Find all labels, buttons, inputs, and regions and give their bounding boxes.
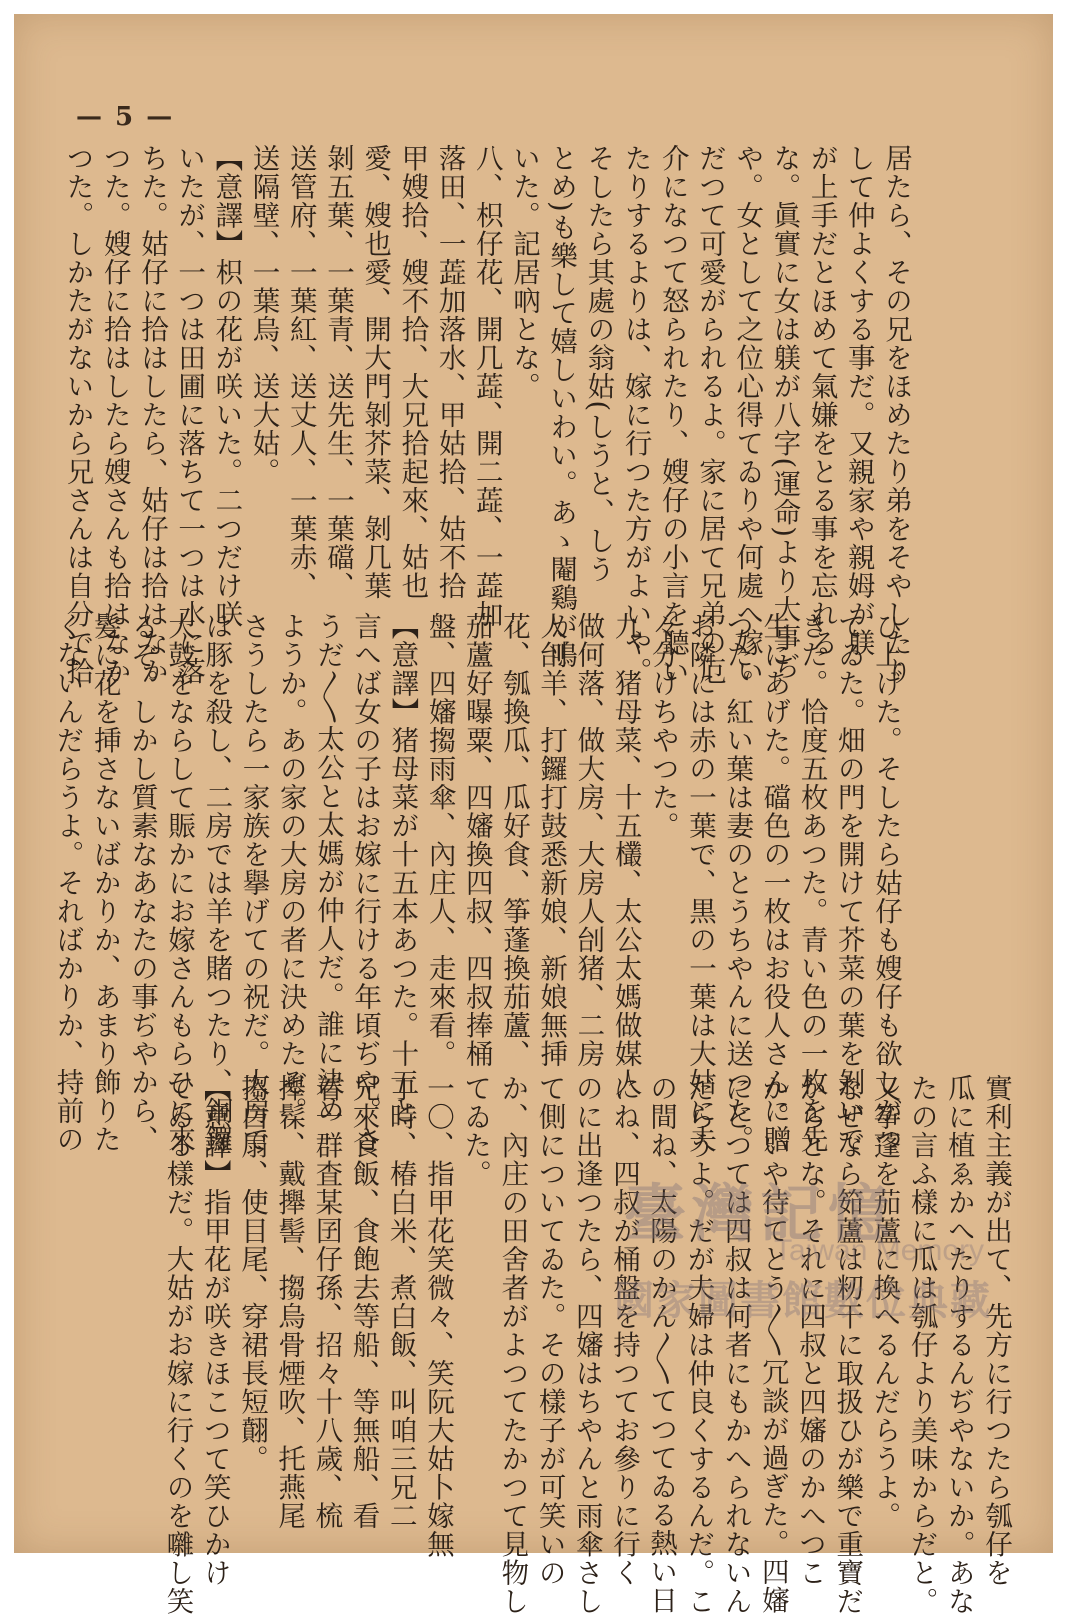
text-block-middle: ひ上げた。そしたら姑仔も嫂仔も欲しがつ てゐた。畑の門を開けて芥菜の葉を剝いで きた。恰度五枚あつた。青い色の一枚を先 生にあげた。礑色の一枚はお役人さんに贈 つた。紅い葉は妻のとうちやんに送つた。 お隣には赤の一葉で、黒の一葉は大姑に夫 々分けちやつた。 九、猪母菜、十五欉、太公太媽做媒人 做何落、做大房、大房人刣猪、二房 人刣羊、打鑼打鼓悉新娘、新娘無挿 花、瓠換瓜、瓜好食、筝蓬換茄蘆、 茄蘆好曝粟、四嬸換四叔、四叔捧桶 盤、四嬸搊雨傘、內庄人、走來看。 【意譯】猪母菜が十五本あつた。十五と 言へば女の子はお嫁に行ける年頃ぢや。さ うだ〱太公と太媽が仲人だ。誰に決め ようか。あの家の大房の者に決めたぞ。 さうしたら一家族を擧げての祝だ。大房で は豚を殺し、二房では羊を賭つたり、銅鑼 大鼓をならして賑かにお嫁さんもらひに來 るぞ。しかし質素なあなたの事ぢやから、 髮に花を挿さないばかりか、あまり飾りた くないんだらうよ。そればかりか、持前の	[51, 612, 902, 1154]
page-number: — 5 —	[76, 102, 175, 132]
watermark-english: Taiwan Memory	[774, 1234, 985, 1267]
text-block-lower: 實利主義が出て、先方に行つたら瓠仔を 瓜に植ゑかへたりするんぢやないか。あな たの言ふ樣に瓜は瓠仔より美味からだと。 又筝蓬を茄蘆に換へるんだらうよ。 なぜなら筎蘆は籾干に取扱ひが樂で重寶だ からとな。それに四叔と四嬸のかへつこ か。いや待てとう〱冗談が過ぎた。四嬸 にとつては四叔は何者にもかへられないん だらうよ。だが夫婦は仲良くするんだ。こ の間ね、太陽のかん〱てつてゐる熱い日 にね、四叔が桶盤を持つてお參りに行く のに出逢つたら、四嬸はちやんと雨傘さし て側についてゐた。その樣子が可笑いの か、內庄の田舍者がよつてたかつて見物し てゐた。 一〇、指甲花笑微々、笑阮大姑卜嫁無 丁時、椿白米、煮白飯、叫咱三兄二 兄來食飯、食飽去等船、等無船、看 着一群査某囝仔孫、招々十八歲、梳 攑髹、戴攑髻、搊烏骨煙吹、托燕尾 搊白扇、使目尾、穿裙長短翸。 【意譯】指甲花が咲きほこつて笑ひかけ てゐる樣だ。大姑がお嫁に行くのを囃し笑	[161, 1074, 1012, 1616]
watermark-logo: 臺灣記憶	[624, 1177, 897, 1250]
book-page	[14, 14, 1053, 1616]
watermark-institution: 國家圖書館數位典藏	[614, 1277, 992, 1324]
text-block-upper: 居たら、その兄をほめたり弟をそやしたり して仲よくする事だ。又親家や親姆が躾 が上手だとほめて氣嫌をとる事を忘れる な。眞實に女は躾が八字(運命)より大事ぢ や。女として之位心得てゐりや何處へ嫁い だつて可愛がられるよ。家に居て兄弟の厄 介になつて怒られたり、嫂仔の小言を聽い たりするよりは、嫁に行つた方がよいや。 そしたら其處の翁姑(しうと、しう とめ)も樂して嬉しいわい。あゝ閹鷄が鳴 いた。記居吶とな。 八、枳仔花、開几蕋、開二蕋、一蕋加 落田、一蕋加落水、甲姑拾、姑不拾 甲嫂拾、嫂不拾、大兄拾起來、姑也 愛、嫂也愛、開大門剝芥菜、剝几葉 剝五葉、一葉青、送先生、一葉礑、 送管府、一葉紅、送丈人、一葉赤、 送隔壁、一葉烏、送大姑。 【意譯】枳の花が咲いた。二つだけ咲 いたが、一つは田圃に落ちて一つは水に落 ちた。姑仔に拾はしたら、姑仔は拾はなか つた。嫂仔に拾はしたら嫂さんも拾はなか つた。しかたがないから兄さんは自分で拾	[61, 144, 912, 686]
